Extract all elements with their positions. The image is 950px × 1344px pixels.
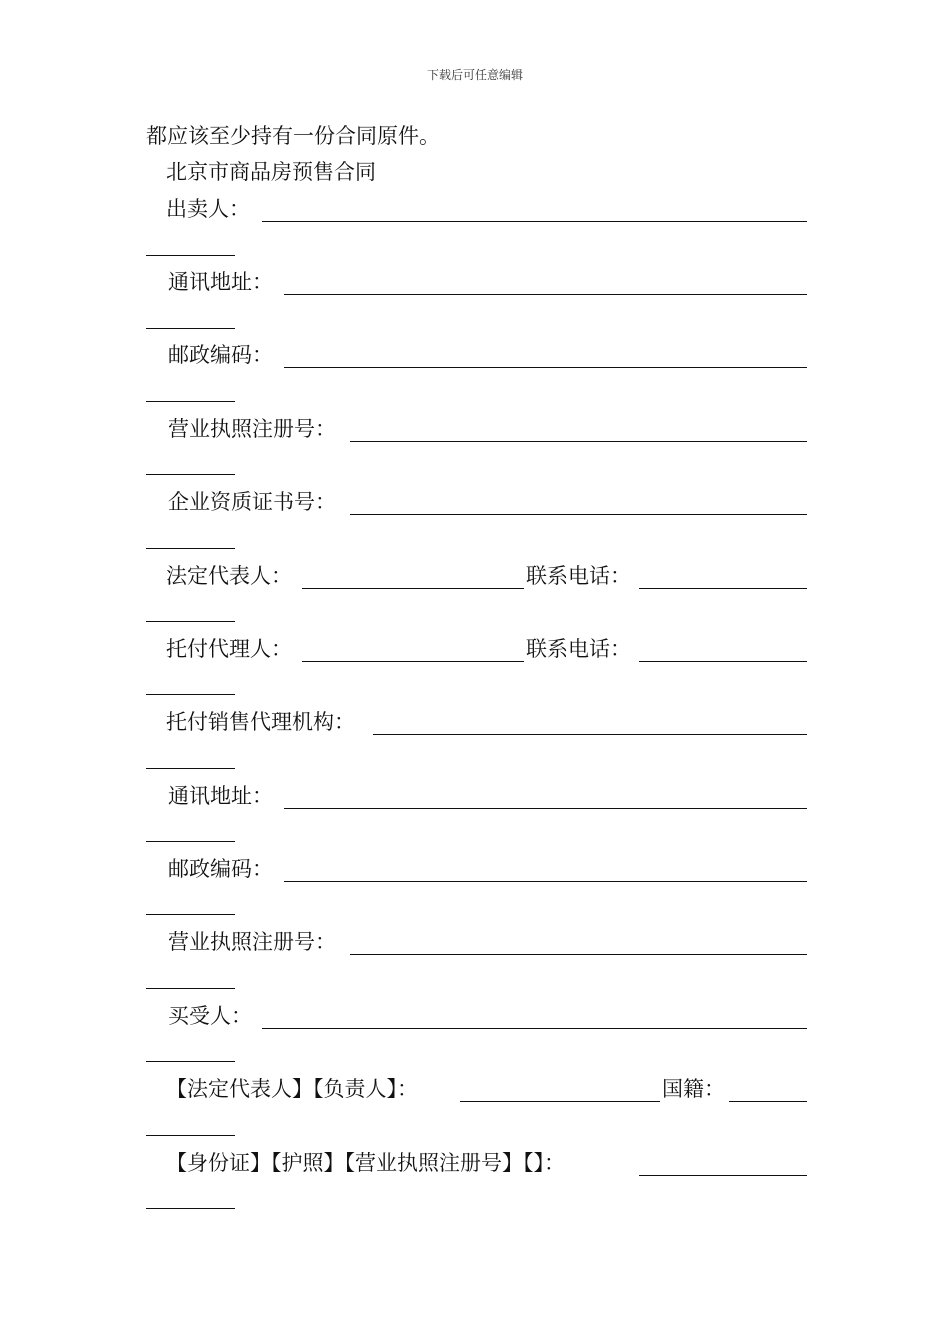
agent-label: 托付代理人： xyxy=(166,637,292,661)
buyer-id-blank-continued xyxy=(146,1208,235,1209)
seller-license-row xyxy=(146,417,807,443)
buyer-label: 买受人： xyxy=(168,1004,252,1028)
seller-license-label: 营业执照注册号： xyxy=(168,417,336,441)
agency-address-blank xyxy=(284,808,807,809)
buyer-blank xyxy=(262,1028,807,1029)
agency-address-label: 通讯地址： xyxy=(168,784,273,808)
sales-agency-blank-continued xyxy=(146,768,235,769)
agency-postcode-blank-continued xyxy=(146,914,235,915)
agent-phone-label: 联系电话： xyxy=(526,637,631,661)
seller-license-blank xyxy=(350,441,807,442)
agent-phone-blank-continued xyxy=(146,694,235,695)
nationality-blank-continued xyxy=(146,1135,235,1136)
seller-address-blank xyxy=(284,294,807,295)
seller-row xyxy=(146,197,807,223)
buyer-rep-blank xyxy=(460,1101,660,1102)
agency-postcode-row xyxy=(146,857,807,883)
legal-rep-phone-blank xyxy=(639,588,807,589)
seller-address-blank-continued xyxy=(146,328,235,329)
agency-license-row xyxy=(146,930,807,956)
legal-rep-label: 法定代表人： xyxy=(166,564,292,588)
agency-postcode-label: 邮政编码： xyxy=(168,857,273,881)
agent-row xyxy=(146,637,807,663)
buyer-blank-continued xyxy=(146,1061,235,1062)
seller-postcode-blank-continued xyxy=(146,401,235,402)
nationality-blank xyxy=(729,1101,807,1102)
nationality-label: 国籍： xyxy=(662,1077,725,1101)
buyer-rep-label: 【法定代表人】【负责人】： xyxy=(166,1077,418,1101)
seller-blank-continued xyxy=(146,255,235,256)
legal-rep-phone-blank-continued xyxy=(146,621,235,622)
seller-label: 出卖人： xyxy=(166,197,250,221)
legal-rep-row xyxy=(146,564,807,590)
agency-license-blank-continued xyxy=(146,988,235,989)
seller-postcode-blank xyxy=(284,367,807,368)
legal-rep-blank xyxy=(302,588,524,589)
legal-rep-phone-label: 联系电话： xyxy=(526,564,631,588)
seller-qualification-blank-continued xyxy=(146,548,235,549)
page-header-note: 下载后可任意编辑 xyxy=(426,68,523,82)
agent-phone-blank xyxy=(639,661,807,662)
agency-address-blank-continued xyxy=(146,841,235,842)
buyer-id-row xyxy=(146,1151,807,1177)
agency-license-blank xyxy=(350,954,807,955)
seller-qualification-label: 企业资质证书号： xyxy=(168,490,336,514)
seller-address-row xyxy=(146,270,807,296)
seller-qualification-row xyxy=(146,490,807,516)
intro-line: 都应该至少持有一份合同原件。 xyxy=(146,124,440,148)
buyer-row xyxy=(146,1004,807,1030)
contract-title: 北京市商品房预售合同 xyxy=(166,160,376,184)
seller-postcode-label: 邮政编码： xyxy=(168,343,273,367)
seller-license-blank-continued xyxy=(146,474,235,475)
seller-qualification-blank xyxy=(350,514,807,515)
seller-postcode-row xyxy=(146,343,807,369)
seller-blank xyxy=(262,221,807,222)
agent-blank xyxy=(302,661,524,662)
buyer-id-label: 【身份证】【护照】【营业执照注册号】【】： xyxy=(166,1151,565,1175)
seller-address-label: 通讯地址： xyxy=(168,270,273,294)
sales-agency-label: 托付销售代理机构： xyxy=(166,710,355,734)
buyer-id-blank xyxy=(639,1175,807,1176)
sales-agency-row xyxy=(146,710,807,736)
agency-postcode-blank xyxy=(284,881,807,882)
agency-address-row xyxy=(146,784,807,810)
buyer-rep-row xyxy=(146,1077,807,1103)
agency-license-label: 营业执照注册号： xyxy=(168,930,336,954)
sales-agency-blank xyxy=(373,734,807,735)
